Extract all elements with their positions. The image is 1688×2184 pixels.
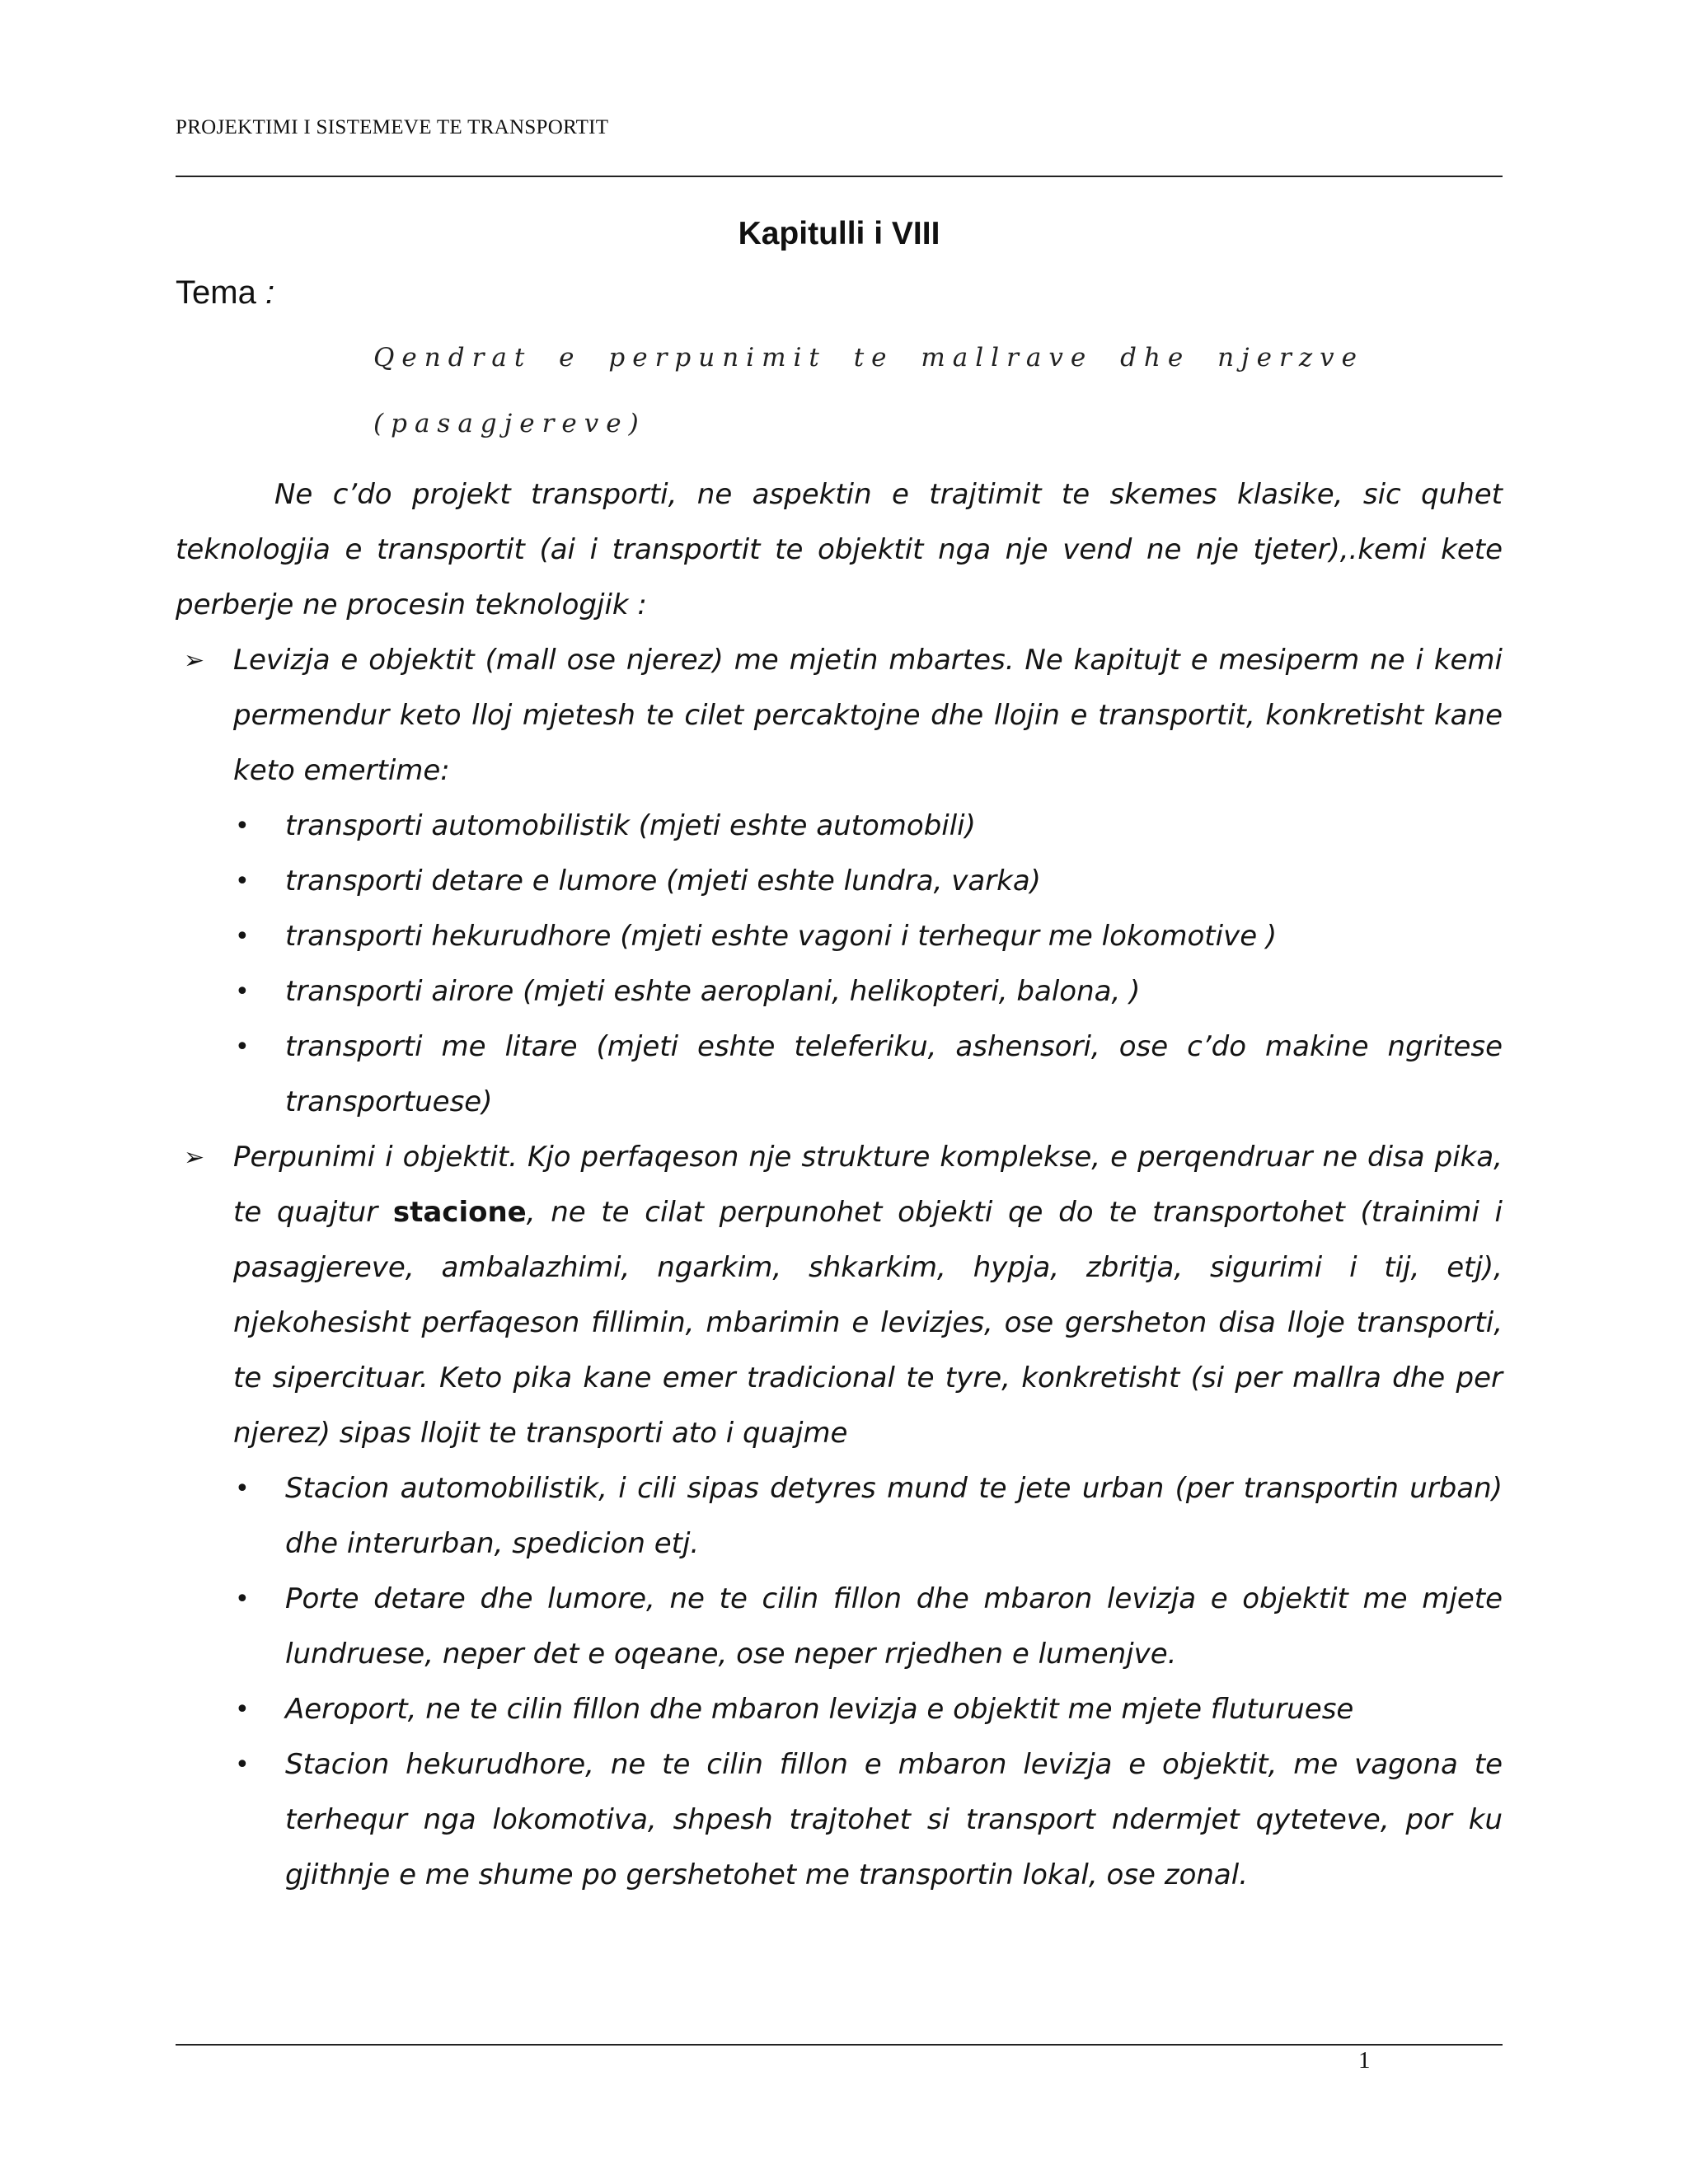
bullet-icon: •	[235, 867, 250, 896]
bold-term-stacione: stacione	[392, 1196, 527, 1229]
list-item: • Porte detare dhe lumore, ne te cilin fillon dhe mbaron levizja e objektit me mjete lundruese, neper det e oqeane, ose neper rrjedhen e lumenjve.	[176, 1572, 1503, 1682]
page-number: 1	[1358, 2047, 1371, 2074]
transport-types-list	[233, 799, 1503, 1130]
bullet-icon: •	[235, 1750, 250, 1779]
bullet-icon: •	[235, 1695, 250, 1724]
list-item: • transporti me litare (mjeti eshte teleferiku, ashensori, ose c’do makine ngritese transportuese)	[176, 1019, 1503, 1130]
list-item: • transporti detare e lumore (mjeti eshte lundra, varka)	[176, 854, 1503, 909]
list-item: • transporti automobilistik (mjeti eshte automobili)	[176, 799, 1503, 854]
body-text	[176, 467, 1503, 1903]
header-rule	[176, 176, 1503, 177]
intro-paragraph: Ne c’do projekt transporti, ne aspektin e trajtimit te skemes klasike, sic quhet teknologjia e transportit (ai i transportit te objektit nga nje vend ne nje tjeter),.kemi kete perberje ne procesin teknologjik :	[176, 478, 1503, 621]
running-header: PROJEKTIMI I SISTEMEVE TE TRANSPORTIT	[176, 116, 609, 138]
chapter-title: Kapitulli i VIII	[738, 216, 940, 251]
arrow-bullet-icon: ➢	[184, 1143, 205, 1172]
list-item: • Stacion hekurudhore, ne te cilin fillon e mbaron levizja e objektit, me vagona te terhequr nga lokomotiva, shpesh trajtohet si transport ndermjet qyteteve, por ku gjithnje e me shume po gershetohet me transportin lokal, ose zonal.	[176, 1737, 1503, 1903]
subtitle-line-2: (pasagjereve)	[373, 409, 646, 438]
list-item: • Aeroport, ne te cilin fillon dhe mbaron levizja e objektit me mjete fluturuese	[176, 1682, 1503, 1737]
list-item-section-1	[176, 633, 1503, 1130]
stations-list	[233, 1461, 1503, 1903]
list-item: • Stacion automobilistik, i cili sipas detyres mund te jete urban (per transportin urban) dhe interurban, spedicion etj.	[176, 1461, 1503, 1572]
tema-label: Tema	[176, 274, 256, 311]
section-2-text-before: Perpunimi i objektit. Kjo perfaqeson nje strukture komplekse, e perqendruar ne disa pika, te quajtur	[233, 1141, 1503, 1229]
tema-colon: :	[265, 274, 275, 311]
bullet-icon: •	[235, 922, 250, 951]
list-item-section-2	[176, 1130, 1503, 1903]
tema-heading	[176, 274, 274, 312]
bullet-icon: •	[235, 1033, 250, 1062]
main-list	[176, 633, 1503, 1903]
subtitle-line-1: Qendrat e perpunimit te mallrave dhe njerzve	[373, 343, 1365, 373]
section-1-text: Levizja e objektit (mall ose njerez) me mjetin mbartes. Ne kapitujt e mesiperm ne i kemi permendur keto lloj mjetesh te cilet percaktojne dhe llojin e transportit, konkretisht kane keto emertime:	[233, 644, 1503, 787]
arrow-bullet-icon: ➢	[184, 646, 205, 675]
list-item: • transporti airore (mjeti eshte aeroplani, helikopteri, balona, )	[176, 964, 1503, 1019]
section-2-text-after: , ne te cilat perpunohet objekti qe do te transportohet (trainimi i pasagjereve, ambalazhimi, ngarkim, shkarkim, hypja, zbritja, sigurimi i tij, etj), njekohesisht perfaqeson fillimin, mbarimin e levizjes, ose gersheton disa lloje transporti, te sipercituar. Keto pika kane emer tradicional te tyre, konkretisht (si per mallra dhe per njerez) sipas llojit te transporti ato i quajme	[233, 1196, 1503, 1450]
bullet-icon: •	[235, 812, 250, 841]
bullet-icon: •	[235, 977, 250, 1006]
footer-rule	[176, 2044, 1503, 2046]
list-item: • transporti hekurudhore (mjeti eshte vagoni i terhequr me lokomotive )	[176, 909, 1503, 964]
bullet-icon: •	[235, 1585, 250, 1614]
bullet-icon: •	[235, 1474, 250, 1503]
